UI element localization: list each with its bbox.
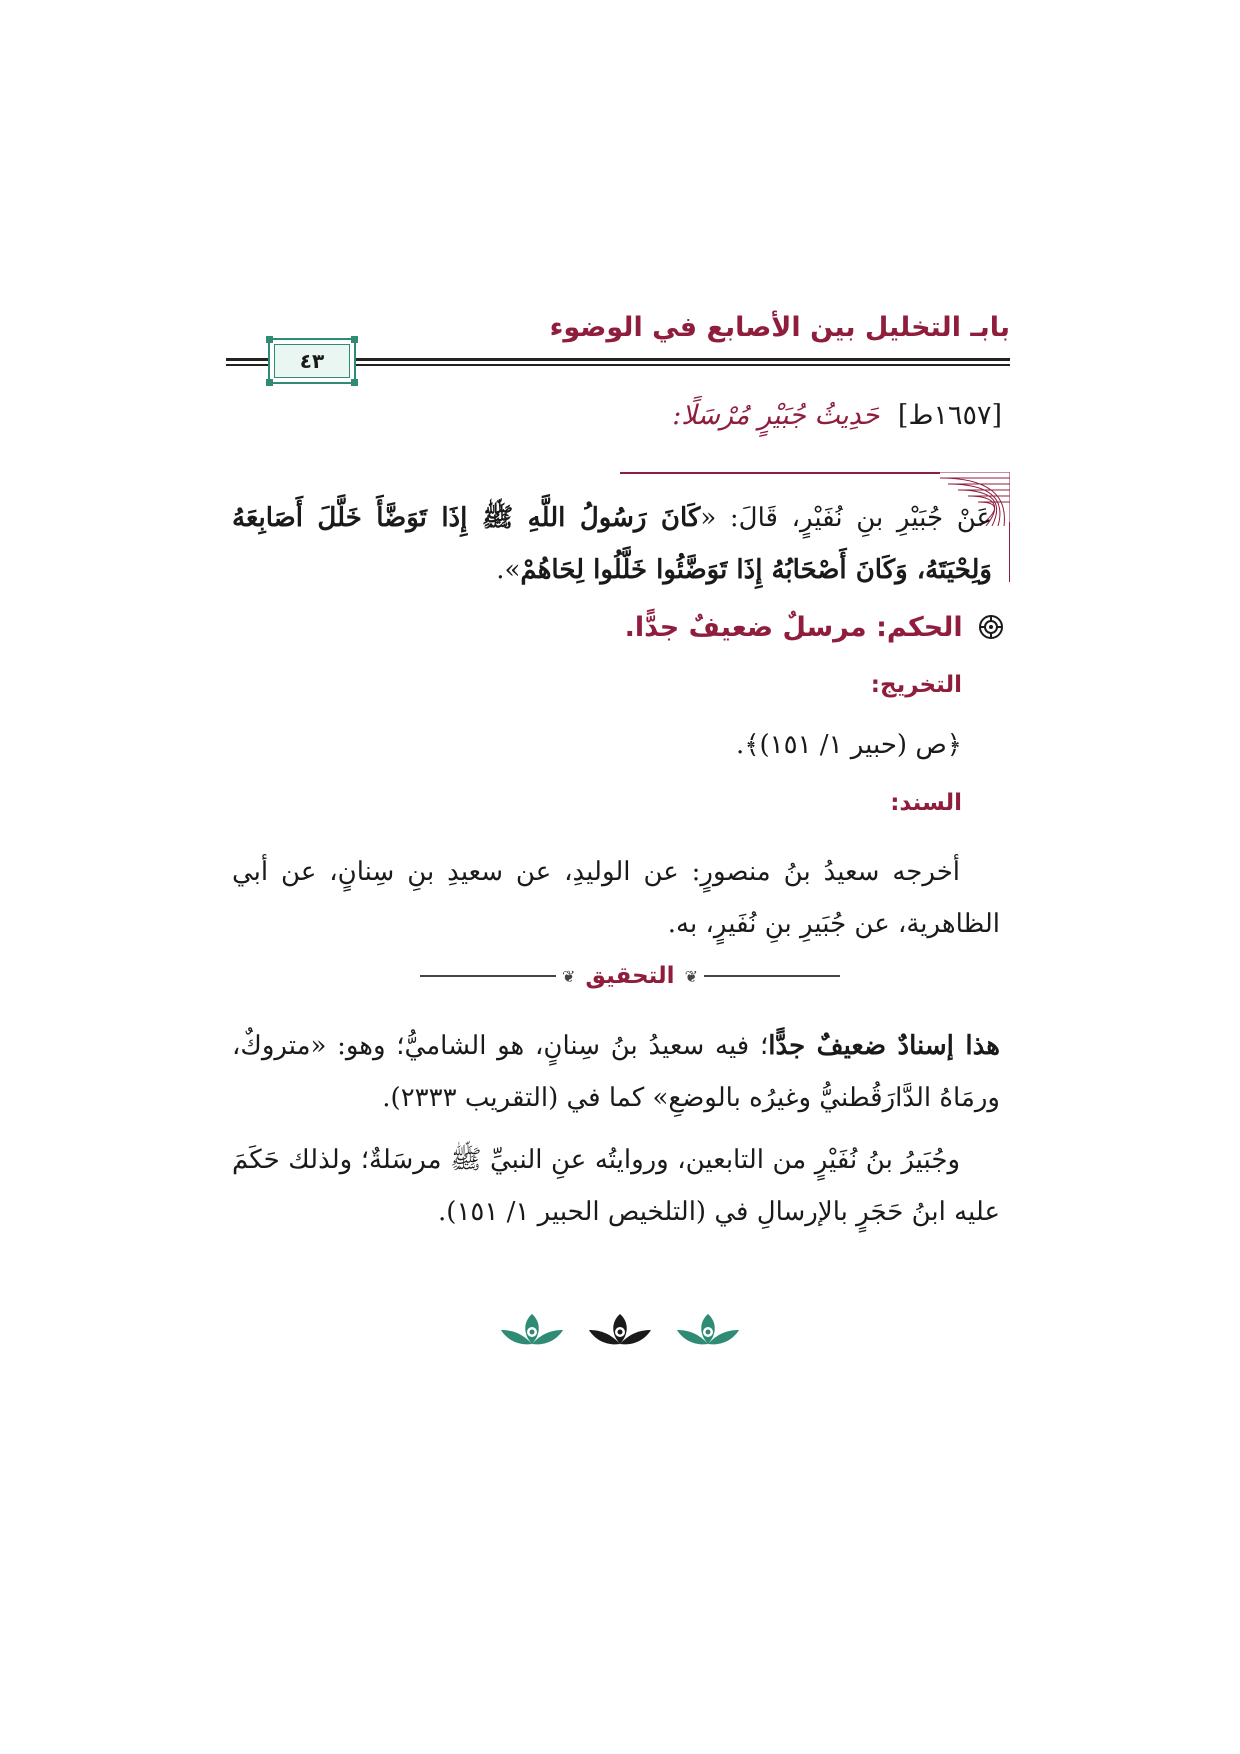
hadith-number: [١٦٥٧ط] (897, 400, 1002, 431)
floral-ornament-icon (587, 1310, 653, 1350)
hadith-side-line (1009, 522, 1011, 582)
floral-ornament-icon (499, 1310, 565, 1350)
end-ornaments (0, 1310, 1240, 1354)
hadith-title: حَدِيثُ جُبَيْرٍ مُرْسَلًا: (672, 400, 880, 431)
sanad-heading: السند: (890, 790, 962, 816)
tahqiq-paragraph-1: هذا إسنادٌ ضعيفٌ جدًّا؛ فيه سعيدُ بنُ سِنانٍ، هو الشاميُّ؛ وهو: «متروكٌ، ورمَاهُ الدَّارَقُطنيُّ وغيرُه بالوضعِ» كما في (التقريب ٢٣٣٣). (232, 1031, 1000, 1113)
tahqiq-divider: ❦ التحقيق ❦ (420, 960, 840, 992)
hadith-box (232, 472, 1010, 585)
rosette-icon (978, 614, 1004, 640)
hadith-text: عَنْ جُبَيْرِ بنِ نُفَيْرٍ، قَالَ: «كَانَ رَسُولُ اللَّهِ ﷺ إِذَا تَوَضَّأَ خَلَّلَ أَصَابِعَهُ وَلِحْيَتَهُ، وَكَانَ أَصْحَابُهُ إِذَا تَوَضَّئُوا خَلَّلُوا لِحَاهُمْ». (232, 503, 992, 585)
takhrij-heading: التخريج: (870, 672, 962, 698)
hadith-top-line (620, 472, 940, 474)
floral-ornament-icon (675, 1310, 741, 1350)
ruling-label: الحكم: (876, 612, 963, 643)
hadith-heading (402, 400, 1002, 431)
tahqiq-title: التحقيق (585, 963, 675, 989)
chapter-title: بابـ التخليل بين الأصابع في الوضوء (549, 312, 1010, 343)
page-number: ٤٣ (274, 344, 350, 378)
tahqiq-paragraph-2: وجُبَيرُ بنُ نُفَيْرٍ من التابعين، وروايتُه عنِ النبيِّ ﷺ مرسَلةٌ؛ ولذلك حَكَمَ عليه ابنُ حَجَرٍ بالإرسالِ في (التلخيص الحبير ١/ ١٥١). (232, 1145, 1000, 1227)
takhrij-reference: ﴿ص (حبير ١/ ١٥١)﴾. (735, 730, 962, 760)
sanad-text: أخرجه سعيدُ بنُ منصورٍ: عن الوليدِ، عن سعيدِ بنِ سِنانٍ، عن أبي الظاهرية، عن جُبَيرِ بنِ نُفَيرٍ، به. (232, 857, 1000, 939)
ruling-value: مرسلٌ ضعيفٌ جدًّا. (624, 612, 867, 643)
ruling (304, 612, 1004, 643)
page-number-frame (268, 338, 356, 384)
